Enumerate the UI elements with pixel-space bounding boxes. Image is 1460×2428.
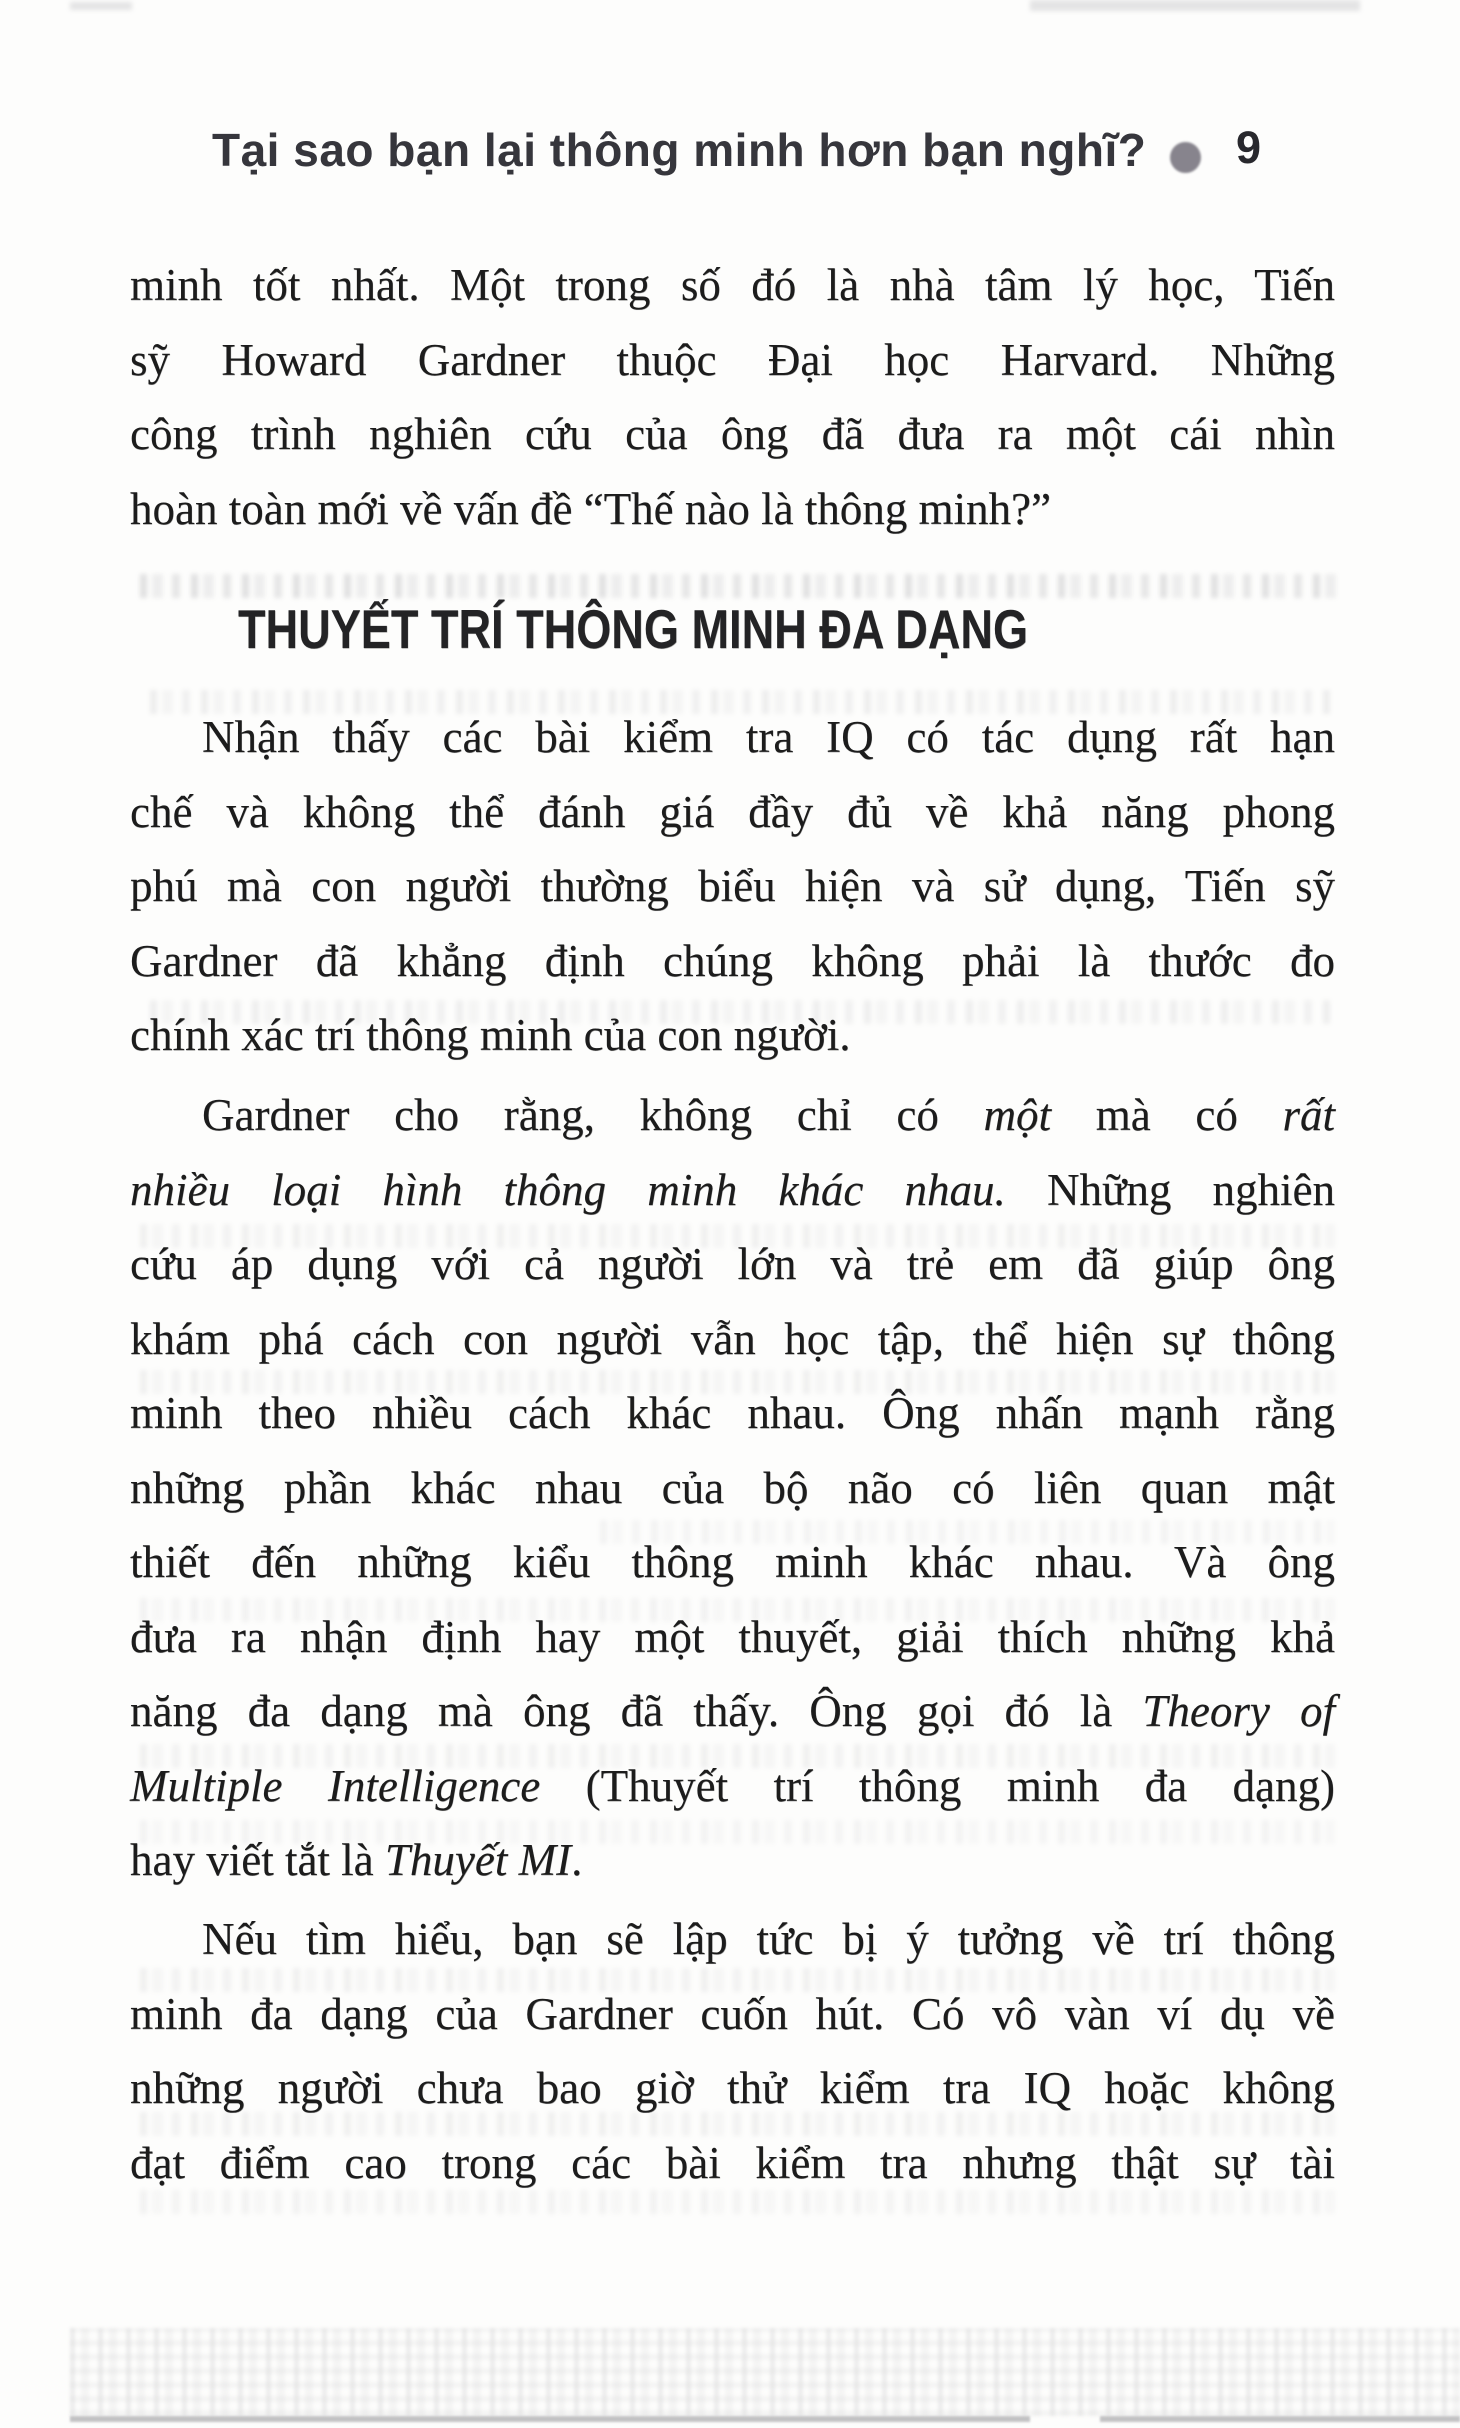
body-line bbox=[130, 1902, 1335, 1977]
text-run: cứu áp dụng với cả người lớn và trẻ em đã giúp ông bbox=[130, 1239, 1335, 1289]
text-run: Những nghiên bbox=[1005, 1164, 1335, 1215]
section-heading: THUYẾT TRÍ THÔNG MINH ĐA DẠNG bbox=[238, 598, 1029, 660]
text-run: chính xác trí thông minh của con người. bbox=[130, 1010, 851, 1060]
text-run: phú mà con người thường biểu hiện và sử dụng, Tiến sỹ bbox=[130, 861, 1335, 911]
body-line bbox=[130, 775, 1335, 850]
text-run: những người chưa bao giờ thử kiểm tra IQ hoặc không bbox=[130, 2063, 1335, 2113]
text-run: những phần khác nhau của bộ não có liên quan mật bbox=[130, 1462, 1335, 1513]
running-header-title: Tại sao bạn lại thông minh hơn bạn nghĩ? bbox=[212, 124, 1147, 176]
text-run: Nếu tìm hiểu, bạn sẽ lập tức bị ý tưởng về trí thông bbox=[202, 1914, 1335, 1964]
body-line bbox=[130, 1376, 1335, 1451]
body-line bbox=[130, 323, 1335, 398]
italic-run: nhiều loại hình thông minh khác nhau. bbox=[130, 1164, 1006, 1215]
text-run: sỹ Howard Gardner thuộc Đại học Harvard. Những bbox=[130, 334, 1335, 385]
italic-run: một bbox=[983, 1090, 1052, 1140]
paragraph bbox=[130, 248, 1335, 546]
text-run: hoàn toàn mới về vấn đề “Thế nào là thông minh?” bbox=[130, 483, 1052, 534]
body-line bbox=[130, 1078, 1335, 1153]
paragraph bbox=[130, 1902, 1335, 2200]
body-line bbox=[130, 397, 1335, 472]
text-run: chế và không thể đánh giá đầy đủ về khả năng phong bbox=[130, 786, 1335, 837]
italic-run: Theory of bbox=[1142, 1686, 1335, 1736]
body-line bbox=[130, 1227, 1335, 1302]
body-line bbox=[130, 1525, 1335, 1600]
body-line bbox=[130, 700, 1335, 775]
text-run: Nhận thấy các bài kiểm tra IQ có tác dụng rất hạn bbox=[202, 712, 1335, 762]
text-run: đạt điểm cao trong các bài kiểm tra nhưng thật sự tài bbox=[130, 2137, 1335, 2188]
italic-run: Multiple Intelligence bbox=[130, 1760, 541, 1811]
text-run: hay viết tắt là bbox=[130, 1835, 385, 1885]
body-line bbox=[130, 1977, 1335, 2052]
text-run: Gardner cho rằng, không chỉ có bbox=[202, 1090, 984, 1140]
body-line bbox=[130, 1302, 1335, 1377]
text-run: minh theo nhiều cách khác nhau. Ông nhấn mạnh rằng bbox=[130, 1388, 1335, 1438]
body-line bbox=[130, 924, 1335, 999]
body-line bbox=[130, 1823, 1335, 1898]
body-line bbox=[130, 1600, 1335, 1675]
text-run: minh đa dạng của Gardner cuốn hút. Có vô vàn ví dụ về bbox=[130, 1988, 1335, 2039]
body-line bbox=[130, 1153, 1335, 1228]
body-line bbox=[130, 2126, 1335, 2201]
body-line bbox=[130, 1451, 1335, 1526]
body-line bbox=[130, 998, 1335, 1073]
text-run: đưa ra nhận định hay một thuyết, giải thích những khả bbox=[130, 1611, 1335, 1662]
italic-run: rất bbox=[1282, 1090, 1336, 1140]
body-line bbox=[130, 1674, 1335, 1749]
text-run: thiết đến những kiểu thông minh khác nhau. Và ông bbox=[130, 1537, 1335, 1587]
body-line bbox=[130, 849, 1335, 924]
page-number: 9 bbox=[1236, 122, 1262, 173]
text-run: Gardner đã khẳng định chúng không phải là thước đo bbox=[130, 935, 1335, 986]
body-line bbox=[130, 2051, 1335, 2126]
text-run: năng đa dạng mà ông đã thấy. Ông gọi đó là bbox=[130, 1686, 1143, 1736]
text-run: minh tốt nhất. Một trong số đó là nhà tâm lý học, Tiến bbox=[130, 260, 1335, 310]
body-line bbox=[130, 248, 1335, 323]
body-line bbox=[130, 1749, 1335, 1824]
text-run: công trình nghiên cứu của ông đã đưa ra một cái nhìn bbox=[130, 409, 1335, 459]
body-line bbox=[130, 472, 1335, 547]
text-run: mà có bbox=[1051, 1090, 1283, 1140]
text-run: khám phá cách con người vẫn học tập, thể hiện sự thông bbox=[130, 1313, 1335, 1364]
paragraph bbox=[130, 1078, 1335, 1898]
text-run: (Thuyết trí thông minh đa dạng) bbox=[540, 1760, 1335, 1811]
text-run: . bbox=[571, 1835, 583, 1885]
italic-run: Thuyết MI bbox=[384, 1835, 572, 1885]
paragraph bbox=[130, 700, 1335, 1073]
